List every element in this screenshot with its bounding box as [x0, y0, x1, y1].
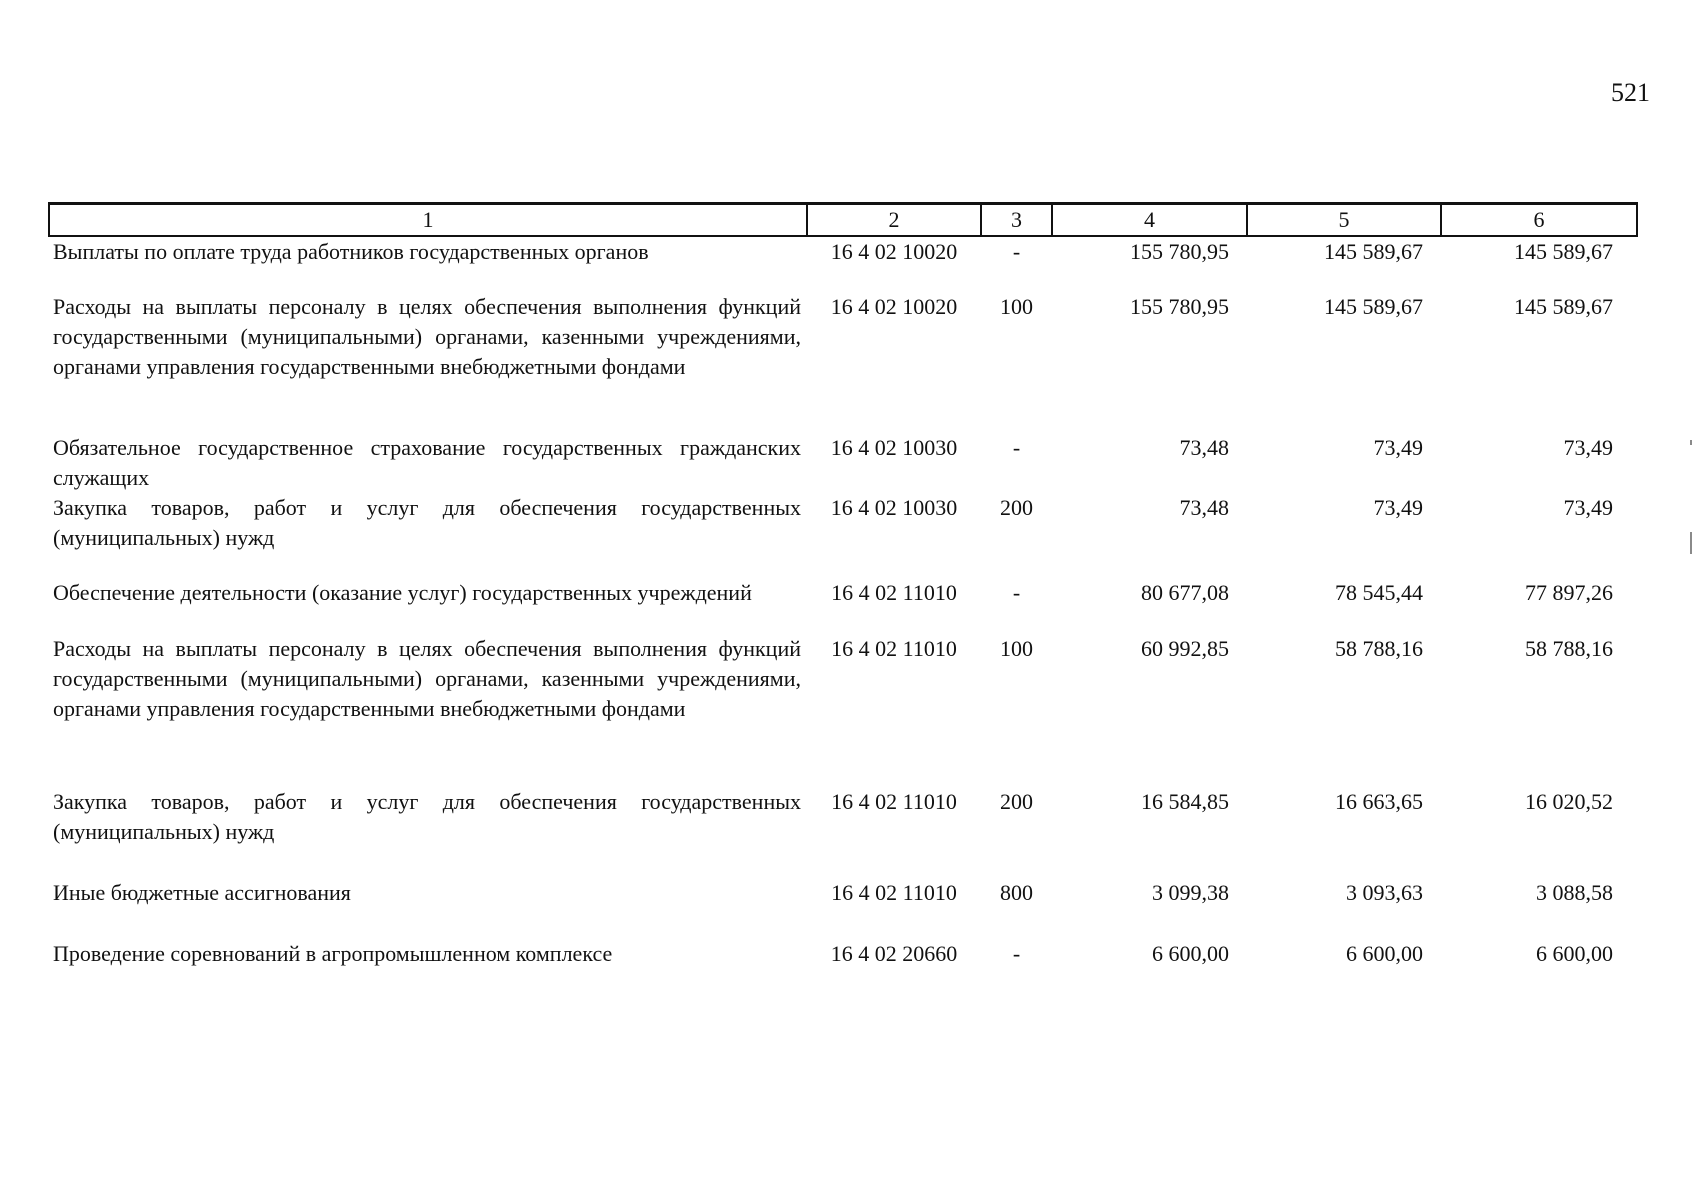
- row-expense-type: 100: [1000, 294, 1033, 319]
- row-expense-type: 200: [1000, 789, 1033, 814]
- row-name: Обеспечение деятельности (оказание услуг) государственных учреждений: [53, 580, 752, 605]
- column-header-5: 5: [1247, 204, 1441, 237]
- row-value-col4: 3 099,38: [1152, 880, 1229, 905]
- row-value-col6: 73,49: [1563, 495, 1613, 520]
- table-row: [49, 634, 1637, 787]
- row-value-col5: 58 788,16: [1335, 636, 1423, 661]
- row-code: 16 4 02 10020: [830, 239, 958, 264]
- row-value-col6: 145 589,67: [1514, 294, 1613, 319]
- row-value-col4: 155 780,95: [1130, 294, 1229, 319]
- table-row: [49, 433, 1637, 493]
- row-expense-type: 200: [1000, 495, 1033, 520]
- row-expense-type: -: [1012, 941, 1021, 966]
- row-value-col4: 16 584,85: [1141, 789, 1229, 814]
- row-value-col4: 60 992,85: [1141, 636, 1229, 661]
- row-code: 16 4 02 11010: [831, 880, 957, 905]
- row-value-col6: 77 897,26: [1525, 580, 1613, 605]
- column-header-6: 6: [1441, 204, 1637, 237]
- table-row: [49, 236, 1637, 292]
- row-code: 16 4 02 10020: [830, 294, 958, 319]
- row-expense-type: -: [1012, 435, 1021, 460]
- row-name: Проведение соревнований в агропромышленном комплексе: [53, 941, 613, 966]
- row-expense-type: 100: [1000, 636, 1033, 661]
- row-value-col6: 73,49: [1563, 435, 1613, 460]
- row-code: 16 4 02 20660: [830, 941, 958, 966]
- row-name: Закупка товаров, работ и услуг для обеспечения государственных (муниципальных) нужд: [53, 789, 801, 844]
- scan-edge-mark: [1690, 532, 1692, 554]
- row-name: Выплаты по оплате труда работников государственных органов: [53, 239, 649, 264]
- row-value-col6: 58 788,16: [1525, 636, 1613, 661]
- row-value-col6: 6 600,00: [1536, 941, 1613, 966]
- table-row: [49, 787, 1637, 878]
- row-code: 16 4 02 10030: [830, 435, 958, 460]
- table-row: [49, 292, 1637, 433]
- scan-edge-mark: [1690, 440, 1692, 445]
- column-header-4: 4: [1052, 204, 1247, 237]
- row-name: Расходы на выплаты персоналу в целях обеспечения выполнения функций государственными (муниципальными) органами, казенными учреждениями, органами управления государственными внебюджетными фондами: [53, 636, 801, 721]
- page-number: 521: [1611, 78, 1650, 107]
- row-value-col4: 80 677,08: [1141, 580, 1229, 605]
- row-value-col6: 145 589,67: [1514, 239, 1613, 264]
- row-expense-type: 800: [1000, 880, 1033, 905]
- row-code: 16 4 02 11010: [831, 580, 957, 605]
- column-header-3: 3: [981, 204, 1052, 237]
- row-value-col5: 6 600,00: [1346, 941, 1423, 966]
- row-code: 16 4 02 11010: [831, 789, 957, 814]
- row-value-col6: 16 020,52: [1525, 789, 1613, 814]
- table-row: [49, 878, 1637, 939]
- row-value-col5: 3 093,63: [1346, 880, 1423, 905]
- row-expense-type: -: [1012, 580, 1021, 605]
- budget-table: [48, 202, 1638, 979]
- row-value-col4: 73,48: [1179, 435, 1229, 460]
- row-name: Закупка товаров, работ и услуг для обеспечения государственных (муниципальных) нужд: [53, 495, 801, 550]
- table-row: [49, 493, 1637, 578]
- row-value-col5: 73,49: [1373, 435, 1423, 460]
- row-value-col5: 78 545,44: [1335, 580, 1423, 605]
- row-name: Иные бюджетные ассигнования: [53, 880, 351, 905]
- row-value-col5: 145 589,67: [1324, 294, 1423, 319]
- row-expense-type: -: [1012, 239, 1021, 264]
- row-value-col5: 16 663,65: [1335, 789, 1423, 814]
- table-row: [49, 939, 1637, 979]
- row-name: Расходы на выплаты персоналу в целях обеспечения выполнения функций государственными (муниципальными) органами, казенными учреждениями, органами управления государственными внебюджетными фондами: [53, 294, 801, 379]
- column-header-1: 1: [49, 204, 807, 237]
- row-name: Обязательное государственное страхование государственных гражданских служащих: [53, 435, 801, 490]
- column-number-header-row: [49, 204, 1637, 237]
- column-header-2: 2: [807, 204, 981, 237]
- row-value-col4: 155 780,95: [1130, 239, 1229, 264]
- row-value-col5: 145 589,67: [1324, 239, 1423, 264]
- row-value-col6: 3 088,58: [1536, 880, 1613, 905]
- row-value-col5: 73,49: [1373, 495, 1423, 520]
- row-value-col4: 73,48: [1179, 495, 1229, 520]
- row-code: 16 4 02 11010: [831, 636, 957, 661]
- row-value-col4: 6 600,00: [1152, 941, 1229, 966]
- row-code: 16 4 02 10030: [830, 495, 958, 520]
- table-row: [49, 578, 1637, 634]
